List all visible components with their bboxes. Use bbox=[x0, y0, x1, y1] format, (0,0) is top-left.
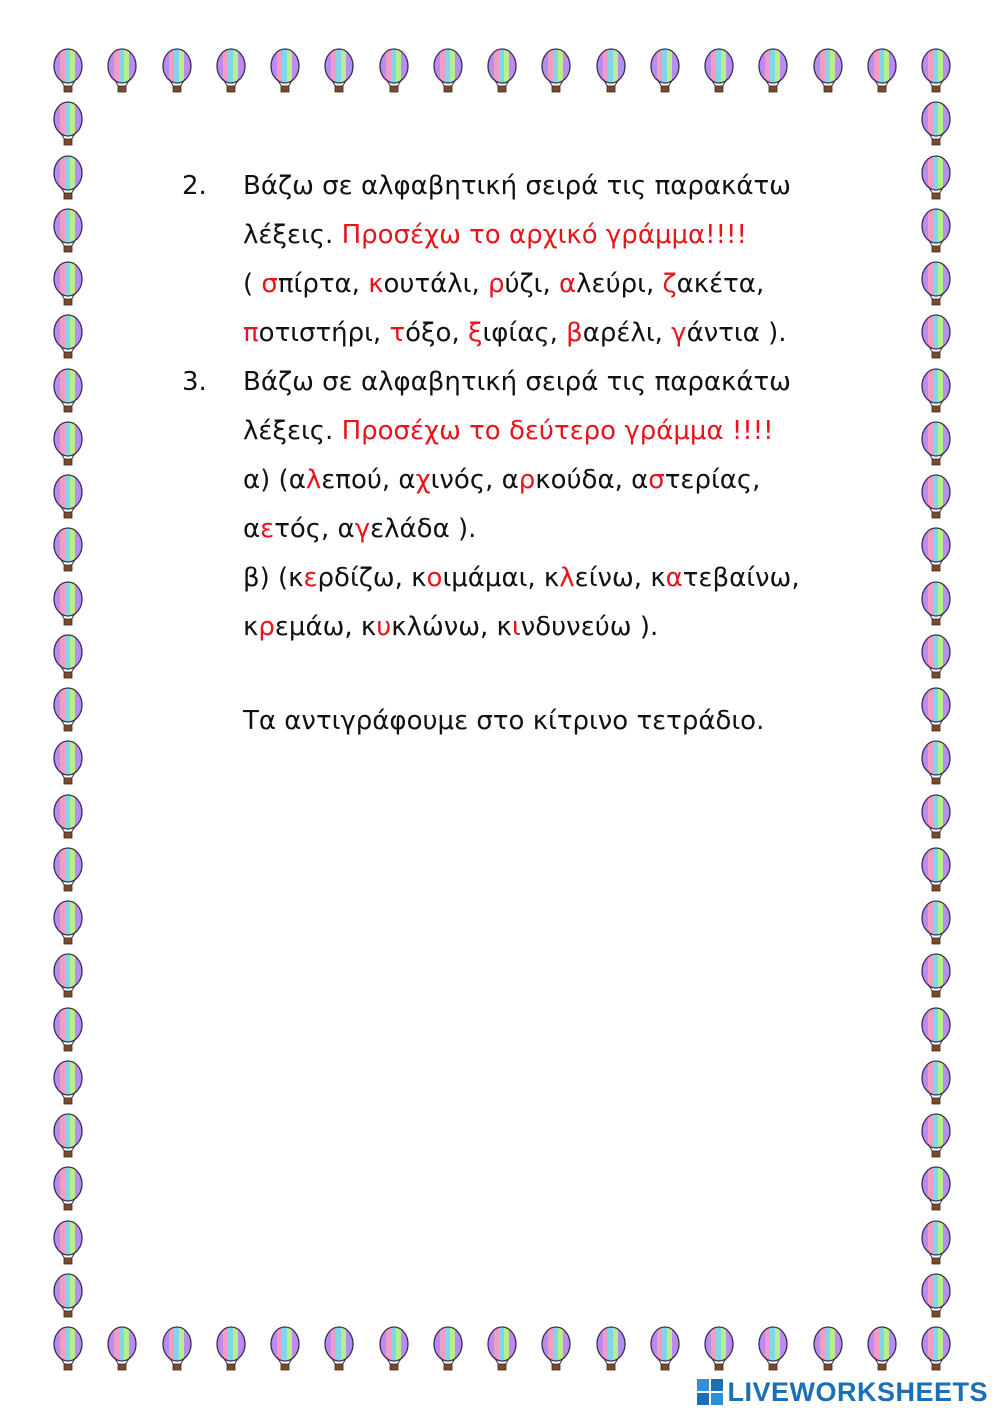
text-segment: οτιστήρι, bbox=[258, 318, 390, 348]
text-segment: ιμάμαι, κ bbox=[442, 563, 560, 593]
text-segment: α bbox=[243, 514, 261, 544]
hot-air-balloon-icon bbox=[54, 954, 82, 997]
hot-air-balloon-icon bbox=[488, 49, 516, 92]
highlight-text: π bbox=[243, 318, 259, 348]
hot-air-balloon-icon bbox=[54, 848, 82, 891]
hot-air-balloon-icon bbox=[325, 49, 353, 92]
hot-air-balloon-icon bbox=[108, 1327, 136, 1370]
text-line bbox=[243, 260, 764, 309]
hot-air-balloon-icon bbox=[54, 422, 82, 465]
text-segment: πίρτα, bbox=[277, 269, 369, 299]
highlight-text: Προσέχω το δεύτερο γράμμα !!!! bbox=[341, 416, 774, 446]
text-segment: ρδίζω, κ bbox=[317, 563, 427, 593]
hot-air-balloon-icon bbox=[597, 1327, 625, 1370]
hot-air-balloon-icon bbox=[488, 1327, 516, 1370]
text-line bbox=[243, 162, 791, 211]
text-segment: όξο, bbox=[405, 318, 468, 348]
question-number: 2. bbox=[182, 171, 207, 201]
highlight-text: γ bbox=[671, 318, 687, 348]
hot-air-balloon-icon bbox=[922, 848, 950, 891]
hot-air-balloon-icon bbox=[108, 49, 136, 92]
hot-air-balloon-icon bbox=[922, 1221, 950, 1264]
hot-air-balloon-icon bbox=[922, 1008, 950, 1051]
question-3 bbox=[182, 358, 842, 658]
hot-air-balloon-icon bbox=[380, 1327, 408, 1370]
highlight-text: χ bbox=[415, 465, 431, 495]
hot-air-balloon-icon bbox=[922, 954, 950, 997]
hot-air-balloon-icon bbox=[54, 475, 82, 518]
highlight-text: κ bbox=[368, 269, 384, 299]
hot-air-balloon-icon bbox=[325, 1327, 353, 1370]
hot-air-balloon-icon bbox=[542, 49, 570, 92]
highlight-text: γ bbox=[354, 514, 371, 544]
hot-air-balloon-icon bbox=[922, 1327, 950, 1370]
hot-air-balloon-icon bbox=[922, 1114, 950, 1157]
hot-air-balloon-icon bbox=[922, 1167, 950, 1210]
hot-air-balloon-icon bbox=[814, 49, 842, 92]
hot-air-balloon-icon bbox=[922, 156, 950, 199]
highlight-text: σ bbox=[261, 269, 278, 299]
text-segment: τός, α bbox=[274, 514, 355, 544]
text-segment: τερίας, bbox=[664, 465, 761, 495]
text-line bbox=[243, 554, 800, 603]
text-line bbox=[243, 309, 787, 358]
hot-air-balloon-icon bbox=[54, 741, 82, 784]
hot-air-balloon-icon bbox=[54, 156, 82, 199]
highlight-text: ε bbox=[303, 563, 318, 593]
hot-air-balloon-icon bbox=[271, 49, 299, 92]
hot-air-balloon-icon bbox=[54, 369, 82, 412]
text-segment: ιφίας, bbox=[482, 318, 567, 348]
text-segment: νδυνεύω ). bbox=[520, 612, 659, 642]
hot-air-balloon-icon bbox=[922, 102, 950, 145]
liveworksheets-logo-icon bbox=[697, 1379, 723, 1405]
text-segment: Βάζω σε αλφαβητική σειρά τις παρακάτω bbox=[243, 367, 791, 397]
hot-air-balloon-icon bbox=[217, 1327, 245, 1370]
hot-air-balloon-icon bbox=[651, 1327, 679, 1370]
hot-air-balloon-icon bbox=[54, 1008, 82, 1051]
text-segment: είνω, κ bbox=[574, 563, 666, 593]
hot-air-balloon-icon bbox=[217, 49, 245, 92]
hot-air-balloon-icon bbox=[922, 315, 950, 358]
hot-air-balloon-icon bbox=[54, 102, 82, 145]
hot-air-balloon-icon bbox=[54, 1167, 82, 1210]
hot-air-balloon-icon bbox=[542, 1327, 570, 1370]
hot-air-balloon-icon bbox=[54, 49, 82, 92]
hot-air-balloon-icon bbox=[651, 49, 679, 92]
highlight-text: ρ bbox=[258, 612, 275, 642]
hot-air-balloon-icon bbox=[922, 741, 950, 784]
hot-air-balloon-icon bbox=[54, 209, 82, 252]
text-line bbox=[243, 456, 760, 505]
hot-air-balloon-icon bbox=[54, 1274, 82, 1317]
hot-air-balloon-icon bbox=[814, 1327, 842, 1370]
hot-air-balloon-icon bbox=[922, 582, 950, 625]
hot-air-balloon-icon bbox=[597, 49, 625, 92]
highlight-text: ρ bbox=[518, 465, 536, 495]
hot-air-balloon-icon bbox=[54, 315, 82, 358]
hot-air-balloon-icon bbox=[434, 1327, 462, 1370]
hot-air-balloon-icon bbox=[705, 1327, 733, 1370]
highlight-text: ε bbox=[260, 514, 275, 544]
highlight-text: ι bbox=[511, 612, 521, 642]
text-segment: τεβαίνω, bbox=[682, 563, 800, 593]
hot-air-balloon-icon bbox=[434, 49, 462, 92]
hot-air-balloon-icon bbox=[54, 1221, 82, 1264]
hot-air-balloon-icon bbox=[868, 1327, 896, 1370]
text-segment: ύζι, bbox=[504, 269, 560, 299]
highlight-text: τ bbox=[389, 318, 406, 348]
hot-air-balloon-icon bbox=[922, 475, 950, 518]
question-number: 3. bbox=[182, 367, 207, 397]
text-segment: Βάζω σε αλφαβητική σειρά τις παρακάτω bbox=[243, 171, 791, 201]
hot-air-balloon-icon bbox=[759, 1327, 787, 1370]
hot-air-balloon-icon bbox=[54, 901, 82, 944]
hot-air-balloon-icon bbox=[54, 1327, 82, 1370]
text-line bbox=[243, 211, 747, 260]
text-segment: κ bbox=[243, 612, 259, 642]
highlight-text: υ bbox=[376, 612, 392, 642]
hot-air-balloon-icon bbox=[922, 422, 950, 465]
hot-air-balloon-icon bbox=[271, 1327, 299, 1370]
hot-air-balloon-icon bbox=[54, 1061, 82, 1104]
text-segment: ακέτα, bbox=[676, 269, 765, 299]
highlight-text: σ bbox=[648, 465, 665, 495]
hot-air-balloon-icon bbox=[380, 49, 408, 92]
highlight-text: ο bbox=[426, 563, 443, 593]
highlight-text: Προσέχω το αρχικό γράμμα!!!! bbox=[341, 220, 747, 250]
question-2 bbox=[182, 162, 842, 362]
highlight-text: λ bbox=[305, 465, 322, 495]
text-segment: α) (α bbox=[243, 465, 306, 495]
text-segment: ουτάλι, bbox=[383, 269, 488, 299]
hot-air-balloon-icon bbox=[705, 49, 733, 92]
hot-air-balloon-icon bbox=[163, 1327, 191, 1370]
highlight-text: ζ bbox=[662, 269, 677, 299]
text-segment: κλώνω, κ bbox=[391, 612, 512, 642]
text-line bbox=[243, 358, 791, 407]
hot-air-balloon-icon bbox=[922, 795, 950, 838]
text-segment: κούδα, α bbox=[535, 465, 649, 495]
hot-air-balloon-icon bbox=[922, 262, 950, 305]
text-segment: άντια ). bbox=[686, 318, 787, 348]
text-segment: εμάω, κ bbox=[274, 612, 377, 642]
hot-air-balloon-icon bbox=[922, 49, 950, 92]
highlight-text: α bbox=[665, 563, 683, 593]
highlight-text: ξ bbox=[467, 318, 483, 348]
text-segment: αρέλι, bbox=[582, 318, 672, 348]
text-line bbox=[243, 603, 658, 652]
hot-air-balloon-icon bbox=[868, 49, 896, 92]
text-line bbox=[243, 407, 774, 456]
highlight-text: α bbox=[559, 269, 577, 299]
brand-name: LIVEWORKSHEETS bbox=[727, 1376, 988, 1407]
text-line bbox=[243, 505, 476, 554]
hot-air-balloon-icon bbox=[54, 582, 82, 625]
text-segment: β) (κ bbox=[243, 563, 304, 593]
text-segment: λεύρι, bbox=[576, 269, 663, 299]
hot-air-balloon-icon bbox=[922, 1274, 950, 1317]
text-segment: επού, α bbox=[321, 465, 416, 495]
hot-air-balloon-icon bbox=[54, 262, 82, 305]
highlight-text: λ bbox=[559, 563, 575, 593]
liveworksheets-logo bbox=[697, 1376, 988, 1408]
hot-air-balloon-icon bbox=[759, 49, 787, 92]
text-segment: ελάδα ). bbox=[370, 514, 477, 544]
hot-air-balloon-icon bbox=[54, 795, 82, 838]
hot-air-balloon-icon bbox=[922, 688, 950, 731]
hot-air-balloon-icon bbox=[54, 635, 82, 678]
text-segment: ινός, α bbox=[430, 465, 519, 495]
hot-air-balloon-icon bbox=[922, 1061, 950, 1104]
hot-air-balloon-icon bbox=[163, 49, 191, 92]
hot-air-balloon-icon bbox=[922, 635, 950, 678]
hot-air-balloon-icon bbox=[922, 528, 950, 571]
hot-air-balloon-icon bbox=[922, 901, 950, 944]
hot-air-balloon-icon bbox=[922, 209, 950, 252]
hot-air-balloon-icon bbox=[54, 688, 82, 731]
text-segment: λέξεις. bbox=[243, 220, 342, 250]
hot-air-balloon-icon bbox=[922, 369, 950, 412]
hot-air-balloon-icon bbox=[54, 1114, 82, 1157]
text-segment: λέξεις. bbox=[243, 416, 342, 446]
hot-air-balloon-icon bbox=[54, 528, 82, 571]
text-segment: ( bbox=[243, 269, 262, 299]
highlight-text: ρ bbox=[487, 269, 505, 299]
highlight-text: β bbox=[566, 318, 583, 348]
